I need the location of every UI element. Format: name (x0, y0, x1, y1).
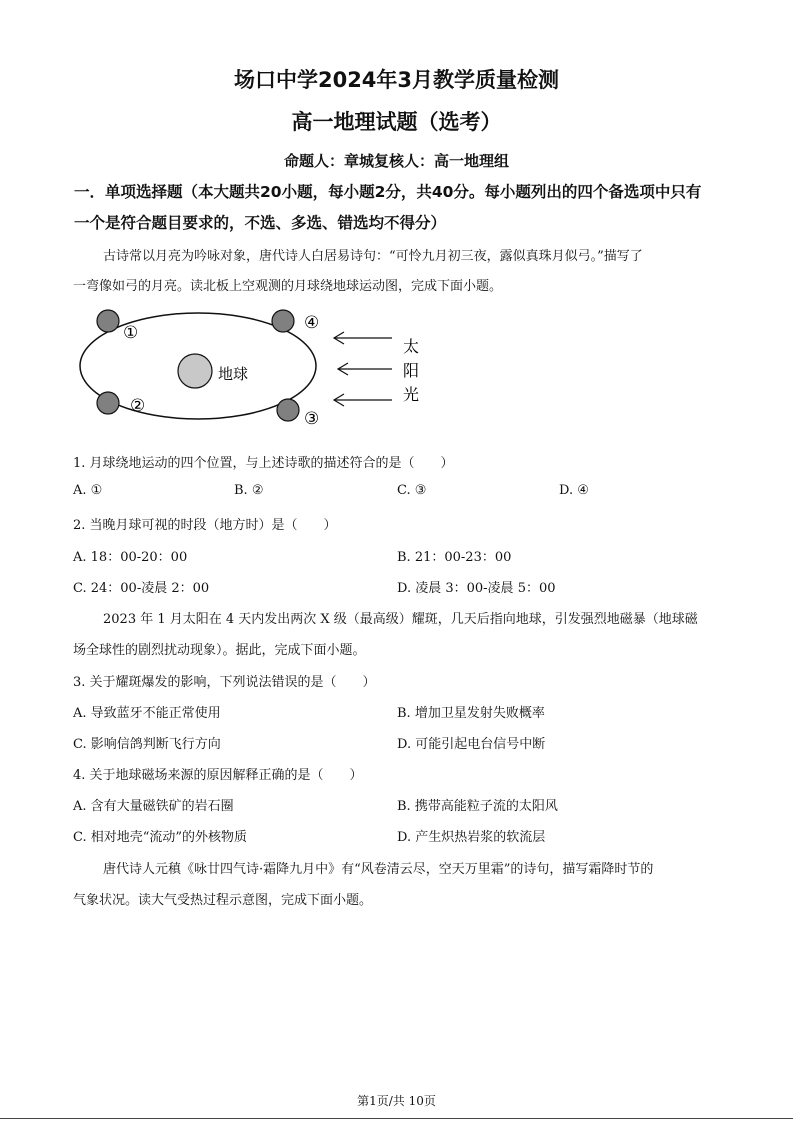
sunlight-char-2: 阳 (403, 361, 420, 380)
q3-option-b: B. 增加卫星发射失败概率 (397, 706, 545, 721)
q1-option-c: C. ③ (397, 483, 427, 498)
position-4-label: ④ (304, 313, 320, 333)
page-number: 第1页/共 10页 (357, 1094, 436, 1108)
q4-option-c: C. 相对地壳“流动”的外核物质 (73, 830, 248, 845)
q1-stem: 1. 月球绕地运动的四个位置，与上述诗歌的描述符合的是（ ） (73, 456, 454, 471)
q3-option-a: A. 导致蓝牙不能正常使用 (73, 706, 221, 721)
moon-position-2 (97, 392, 119, 414)
sunlight-char-1: 太 (403, 337, 420, 356)
sunlight-char-3: 光 (403, 385, 420, 404)
q2-option-c: C. 24：00-凌晨 2：00 (73, 581, 210, 596)
passage2-line2: 场全球性的剧烈扰动现象）。据此，完成下面小题。 (73, 643, 366, 658)
passage3-line2: 气象状况。读大气受热过程示意图，完成下面小题。 (73, 893, 373, 908)
passage1-line1: 古诗常以月亮为吟咏对象，唐代诗人白居易诗句：“可怜九月初三夜，露似真珠月似弓。”描写了 (103, 249, 643, 264)
q1-option-a: A. ① (73, 483, 103, 498)
sunlight-arrows (334, 332, 392, 406)
q4-stem: 4. 关于地球磁场来源的原因解释正确的是（ ） (73, 768, 363, 783)
q2-option-d: D. 凌晨 3：00-凌晨 5：00 (397, 581, 556, 596)
section-heading-line2: 一个是符合题目要求的，不选、多选、错选均不得分） (74, 214, 447, 232)
q4-option-b: B. 携带高能粒子流的太阳风 (397, 799, 558, 814)
page-bottom-divider (0, 1118, 793, 1119)
q2-option-b: B. 21：00-23：00 (397, 550, 512, 565)
position-3-label: ③ (304, 409, 320, 429)
q2-option-a: A. 18：00-20：00 (73, 550, 188, 565)
moon-position-4 (272, 310, 294, 332)
earth-label: 地球 (218, 365, 249, 383)
q3-option-d: D. 可能引起电台信号中断 (397, 737, 546, 752)
q1-option-b: B. ② (234, 483, 264, 498)
exam-subtitle: 高一地理试题（选考） (291, 110, 502, 134)
q4-option-a: A. 含有大量磁铁矿的岩石圈 (73, 799, 234, 814)
passage2-line1: 2023 年 1 月太阳在 4 天内发出两次 X 级（最高级）耀斑，几天后指向地球，引发强烈地磁暴（地球磁 (103, 612, 698, 627)
moon-position-1 (97, 310, 119, 332)
passage1-line2: 一弯像如弓的月亮。读北板上空观测的月球绕地球运动图，完成下面小题。 (73, 279, 503, 294)
section-heading-line1: 一．单项选择题（本大题共20小题，每小题2分，共40分。每小题列出的四个备选项中只有 (74, 183, 702, 201)
earth-circle (178, 354, 212, 388)
passage3-line1: 唐代诗人元稹《咏廿四气诗·霜降九月中》有“风卷清云尽，空天万里霜”的诗句，描写霜降时节的 (103, 862, 654, 877)
q1-option-d: D. ④ (559, 483, 589, 498)
q3-option-c: C. 影响信鸽判断飞行方向 (73, 737, 221, 752)
moon-position-3 (277, 399, 299, 421)
position-2-label: ② (130, 396, 146, 416)
moon-orbit-diagram (70, 300, 430, 430)
q4-option-d: D. 产生炽热岩浆的软流层 (397, 830, 546, 845)
exam-authors: 命题人：章城复核人：高一地理组 (283, 152, 509, 170)
q2-stem: 2. 当晚月球可视的时段（地方时）是（ ） (73, 518, 337, 533)
exam-title: 场口中学2024年3月教学质量检测 (233, 68, 560, 92)
position-1-label: ① (123, 323, 139, 343)
q3-stem: 3. 关于耀斑爆发的影响，下列说法错误的是（ ） (73, 675, 376, 690)
